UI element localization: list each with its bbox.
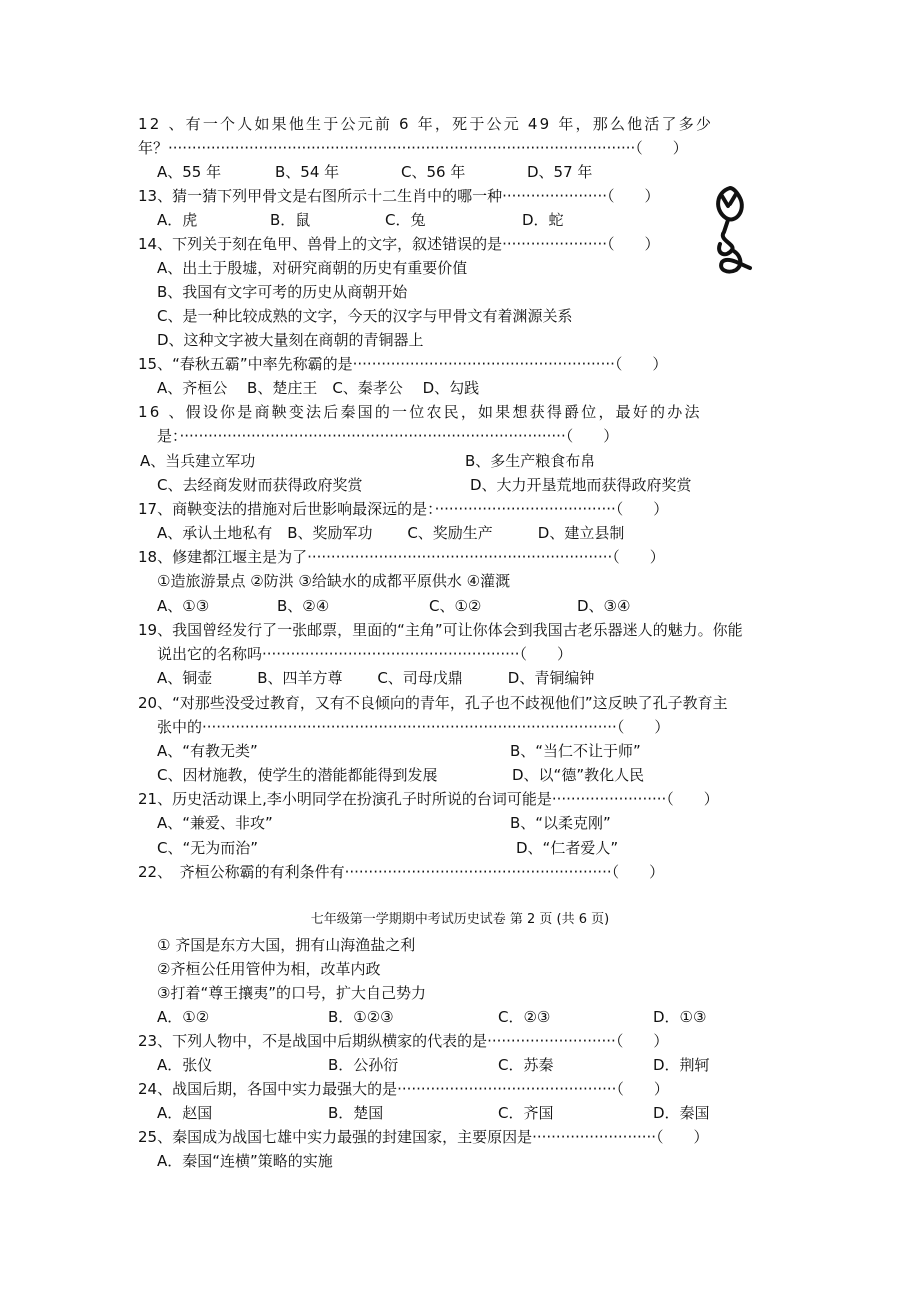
- q24-option-d: D．秦国: [653, 1104, 710, 1122]
- q22-option-d: D．①③: [653, 1008, 707, 1026]
- q12-option-d: D、57 年: [527, 163, 593, 181]
- q18-option-a: A、①③: [157, 597, 210, 615]
- q24-option-c: C．齐国: [498, 1104, 554, 1122]
- q22-option-a: A．①②: [157, 1008, 210, 1026]
- q20-option-b: B、“当仁不让于师”: [510, 742, 641, 760]
- q22-item-1: ① 齐国是东方大国，拥有山海渔盐之利: [157, 936, 416, 954]
- q20-option-a: A、“有教无类”: [157, 742, 258, 760]
- q16-option-c: C、去经商发财而获得政府奖赏: [157, 476, 363, 494]
- q24-stem: 24、战国后期，各国中实力最强大的是··············································（ ）: [138, 1080, 669, 1098]
- q19-stem-line2: 说出它的名称吗······················································（ ）: [157, 645, 572, 663]
- q18-items: ①造旅游景点 ②防洪 ③给缺水的成都平原供水 ④灌溉: [157, 572, 511, 590]
- q13-option-c: C．兔: [385, 211, 426, 229]
- q13-option-d: D．蛇: [522, 211, 564, 229]
- page-footer: 七年级第一学期期中考试历史试卷 第 2 页 (共 6 页): [310, 912, 610, 927]
- q21-stem: 21、历史活动课上,李小明同学在扮演孔子时所说的台词可能是························（ ）: [138, 790, 719, 808]
- q14-option-b: B、我国有文字可考的历史从商朝开始: [157, 283, 408, 301]
- q22-option-c: C．②③: [498, 1008, 551, 1026]
- q20-stem-line2: 张中的·······················································································（ ）: [157, 718, 670, 736]
- q12-stem-line1: 12 、有一个人如果他生于公元前 6 年，死于公元 49 年，那么他活了多少: [138, 115, 714, 133]
- q22-item-3: ③打着“尊王攘夷”的口号，扩大自己势力: [157, 984, 426, 1002]
- q22-stem: 22、 齐桓公称霸的有利条件有························································（ ）: [138, 863, 665, 881]
- q21-option-d: D、“仁者爱人”: [516, 839, 619, 857]
- q17-options: A、承认土地私有 B、奖励军功 C、奖励生产 D、建立县制: [157, 524, 625, 542]
- q14-option-d: D、这种文字被大量刻在商朝的青铜器上: [157, 331, 424, 349]
- q18-option-c: C、①②: [429, 597, 482, 615]
- q15-stem: 15、“春秋五霸”中率先称霸的是·······················································（ ）: [138, 355, 668, 373]
- q16-stem-line2: 是：·················································································（ ）: [157, 427, 619, 445]
- q16-option-b: B、多生产粮食布帛: [465, 452, 596, 470]
- q12-stem-line2: 年？··································································································（ ）: [138, 139, 688, 157]
- q21-option-a: A、“兼爱、非攻”: [157, 814, 273, 832]
- q25-option-a: A．秦国“连横”策略的实施: [157, 1152, 333, 1170]
- q19-options: A、铜壶 B、四羊方尊 C、司母戊鼎 D、青铜编钟: [157, 669, 595, 687]
- q14-option-a: A、出土于殷墟，对研究商朝的历史有重要价值: [157, 259, 468, 277]
- q17-stem: 17、商鞅变法的措施对后世影响最深远的是：······································（ ）: [138, 500, 669, 518]
- q18-option-b: B、②④: [277, 597, 330, 615]
- q25-stem: 25、秦国成为战国七雄中实力最强的封建国家，主要原因是··························（ ）: [138, 1128, 709, 1146]
- q23-option-a: A．张仪: [157, 1056, 213, 1074]
- q23-option-b: B．公孙衍: [328, 1056, 399, 1074]
- q24-option-b: B．楚国: [328, 1104, 384, 1122]
- q23-option-d: D．荆轲: [653, 1056, 710, 1074]
- q12-option-c: C、56 年: [401, 163, 466, 181]
- q20-option-d: D、以“德”教化人民: [512, 766, 645, 784]
- q21-option-c: C、“无为而治”: [157, 839, 259, 857]
- q14-option-c: C、是一种比较成熟的文字，今天的汉字与甲骨文有着渊源关系: [157, 307, 573, 325]
- q13-option-b: B．鼠: [270, 211, 311, 229]
- q23-stem: 23、下列人物中，不是战国中后期纵横家的代表的是···························（ ）: [138, 1032, 669, 1050]
- q23-option-c: C．苏秦: [498, 1056, 554, 1074]
- q20-stem-line1: 20、“对那些没受过教育，又有不良倾向的青年，孔子也不歧视他们”这反映了孔子教育主: [138, 694, 728, 712]
- q18-stem: 18、修建都江堰主是为了································································（ ）: [138, 548, 665, 566]
- q21-option-b: B、“以柔克刚”: [510, 814, 611, 832]
- q12-option-b: B、54 年: [275, 163, 340, 181]
- q18-option-d: D、③④: [577, 597, 631, 615]
- q16-stem-line1: 16 、假设你是商鞅变法后秦国的一位农民，如果想获得爵位，最好的办法: [138, 403, 702, 421]
- q14-stem: 14、下列关于刻在龟甲、兽骨上的文字，叙述错误的是······················（ ）: [138, 235, 660, 253]
- q24-option-a: A．赵国: [157, 1104, 213, 1122]
- q22-option-b: B．①②③: [328, 1008, 394, 1026]
- oracle-bone-snake-glyph-image: [706, 184, 754, 276]
- q16-option-d: D、大力开垦荒地而获得政府奖赏: [470, 476, 692, 494]
- q13-option-a: A．虎: [157, 211, 198, 229]
- q16-option-a: A、当兵建立军功: [140, 452, 256, 470]
- q15-options: A、齐桓公 B、楚庄王 C、秦孝公 D、勾践: [157, 379, 480, 397]
- q19-stem-line1: 19、我国曾经发行了一张邮票，里面的“主角”可让你体会到我国古老乐器迷人的魅力。你能: [138, 621, 743, 639]
- q22-item-2: ②齐桓公任用管仲为相，改革内政: [157, 960, 381, 978]
- q20-option-c: C、因材施教，使学生的潜能都能得到发展: [157, 766, 438, 784]
- q13-stem: 13、猜一猜下列甲骨文是右图所示十二生肖中的哪一种······················（ ）: [138, 187, 660, 205]
- q12-option-a: A、55 年: [157, 163, 222, 181]
